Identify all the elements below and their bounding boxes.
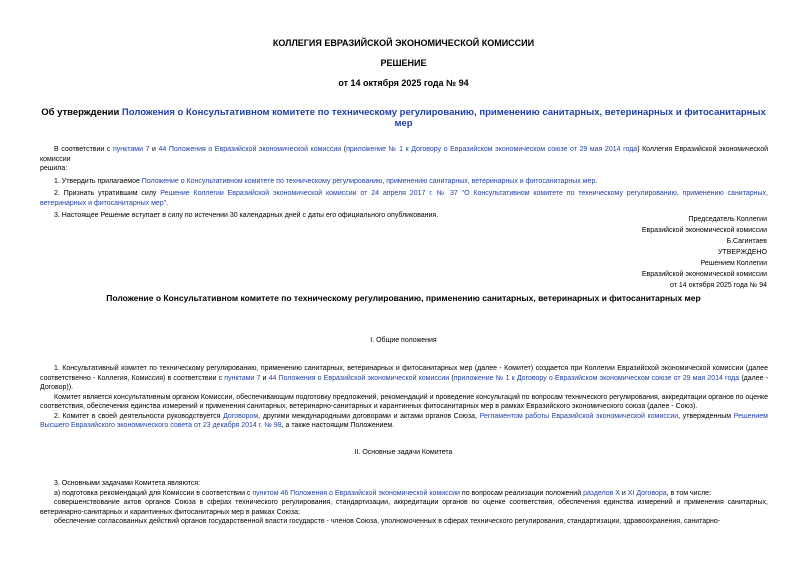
s2p2-text-d: , в том числе: [666,489,711,497]
s2p2-text-c: и [619,489,628,497]
doc-date-number: от 14 октября 2025 года № 94 [338,78,469,88]
s2p2-link-section-x[interactable]: разделов X [583,489,620,497]
intro-link-eec-regulation[interactable]: 44 Положения о Евразийской экономической комиссии [158,146,342,153]
item-1-link[interactable]: Положение о Консультативном комитете по техническому регулированию, применению санитарных, ветеринарных и фитосанитарных мер [141,177,596,185]
decided-label: решила: [40,165,68,172]
approval-mark: УТВЕРЖДЕНО [717,249,767,256]
s1p1-link-eec-regulation[interactable]: 44 Положения о Евразийской экономической комиссии [268,374,450,382]
section-2-para-3: совершенствование актов органов Союза в сферах технического регулирования, стандартизации, аккредитации органов по оценке соответствия, обеспечения единства измерений и применения санитарных, ветеринарно-санитарных и карантинных фитосанитарных мер в рамках Союза; [40,499,768,516]
regulation-link[interactable]: Положения о Консультативном комитете по техническому регулированию, применению санитарных, ветеринарных и фитосанитарных мер [121,107,766,129]
section-2-para-1: 3. Основными задачами Комитета являются: [54,480,201,487]
section-2-para-2 [40,489,768,499]
s2p2-text-b: по вопросам реализации положений [459,489,584,497]
s1p3-link-treaty[interactable]: Договором [223,412,259,420]
approval-line-2: Решением Коллегии [700,260,767,267]
s2p2-link-point-46[interactable]: пунктом 46 Положения о Евразийской экономической комиссии [252,489,460,497]
section-1-heading: I. Общие положения [370,337,437,344]
s2p2-text-a: а) подготовка рекомендаций для Комиссии в соответствии с [54,489,253,497]
item-2 [40,189,768,208]
doc-type-heading: РЕШЕНИЕ [380,58,427,68]
item-2-link[interactable]: Решение Коллегии Евразийской экономической комиссии от 24 апреля 2017 г. № 37 "О Консультативном комитете по техническому регулированию, применению санитарных, ветеринарных и фитосанитарных мер" [40,190,768,207]
s1p1-text-c: ( [449,374,454,382]
s1p3-link-council-decision[interactable]: Решением Высшего Евразийского экономического совета от 23 декабря 2014 г. № 98 [40,412,768,429]
section-1-para-3 [40,412,768,431]
approval-line-3: Евразийской экономической комиссии [641,271,767,278]
item-1-end: . [595,177,598,185]
section-1-para-1 [40,364,768,393]
section-2-para-4: обеспечение согласованных действий органов государственной власти государств - членов Союза, уполномоченных в сферах технического регулирования, стандартизации, здравоохранения, санитарно- [54,518,721,525]
item-1 [40,177,768,187]
section-2-body [40,479,768,527]
s1p3-link-work-regulations[interactable]: Регламентом работы Евразийской экономической комиссии [479,412,679,420]
decision-title-prefix: Об утверждении [41,107,122,118]
approval-date: от 14 октября 2025 года № 94 [669,282,767,289]
s1p1-text-a: 1. Консультативный комитет по техническому регулированию, применению санитарных, ветеринарных и фитосанитарных мер (далее - Комитет) создается при Коллегии Евразийской экономической комиссии (далее соответственно - Коллегия, Комиссия) в соответствии с [40,365,768,382]
intro-text-2: и [149,146,159,153]
decision-title [40,107,767,129]
item-3: 3. Настоящее Решение вступает в силу по истечении 30 календарных дней с даты его официального опубликования. [54,212,439,219]
intro-link-points-7[interactable]: пунктами 7 [112,146,150,153]
intro-paragraph [40,145,768,164]
s1p3-text-c: , утвержденным [678,412,734,420]
item-2-end: . [166,199,169,207]
signature-block [467,214,767,291]
decision-body [40,145,768,221]
intro-text-3: ( [341,146,347,153]
intro-link-treaty-annex[interactable]: приложение № 1 к Договору о Евразийском экономическом союзе от 29 мая 2014 года [346,146,638,153]
s1p3-text-d: , а также настоящим Положением. [281,422,395,429]
section-1-para-2: Комитет является консультативным органом Комиссии, обеспечивающим подготовку предложений, рекомендаций и проведение консультаций по вопросам технического регулирования, аккредитации органов по оценке соответствия, обеспечения единства измерений и применения санитарных, ветеринарно-санитарных и карантинных фитосанитарных мер в рамках Евразийского экономического союза (далее - Союз). [40,393,768,410]
signature-line-1: Председатель Коллегии [688,216,767,223]
intro-text-1: В соответствии с [54,146,113,153]
item-2-text: 2. Признать утратившим силу [54,190,161,197]
s1p1-link-treaty-annex[interactable]: приложение № 1 к Договору о Евразийском экономическом союзе от 29 мая 2014 года [453,374,740,382]
signature-name: Б.Сагинтаев [726,238,767,245]
s1p3-text-a: 2. Комитет в своей деятельности руководствуется [54,412,224,420]
section-1-body [40,364,768,431]
s1p1-link-points-7[interactable]: пунктами 7 [224,374,261,382]
s2p2-link-section-xi[interactable]: XI Договора [627,489,667,497]
s1p1-text-b: и [260,374,269,382]
signature-line-2: Евразийской экономической комиссии [641,227,767,234]
s1p1-text-d: (далее - Договор)). [40,374,769,391]
org-heading: КОЛЛЕГИЯ ЕВРАЗИЙСКОЙ ЭКОНОМИЧЕСКОЙ КОМИССИИ [272,38,535,48]
section-2-heading: II. Основные задачи Комитета [354,449,453,456]
item-1-text: 1. Утвердить прилагаемое [54,177,142,185]
regulation-title: Положение о Консультативном комитете по техническому регулированию, применению санитарных, ветеринарных и фитосанитарных мер [106,293,701,303]
intro-text-4: ) Коллегия Евразийской экономической комиссии [40,146,768,163]
s1p3-text-b: , другими международными договорами и актами органов Союза, [258,412,480,420]
